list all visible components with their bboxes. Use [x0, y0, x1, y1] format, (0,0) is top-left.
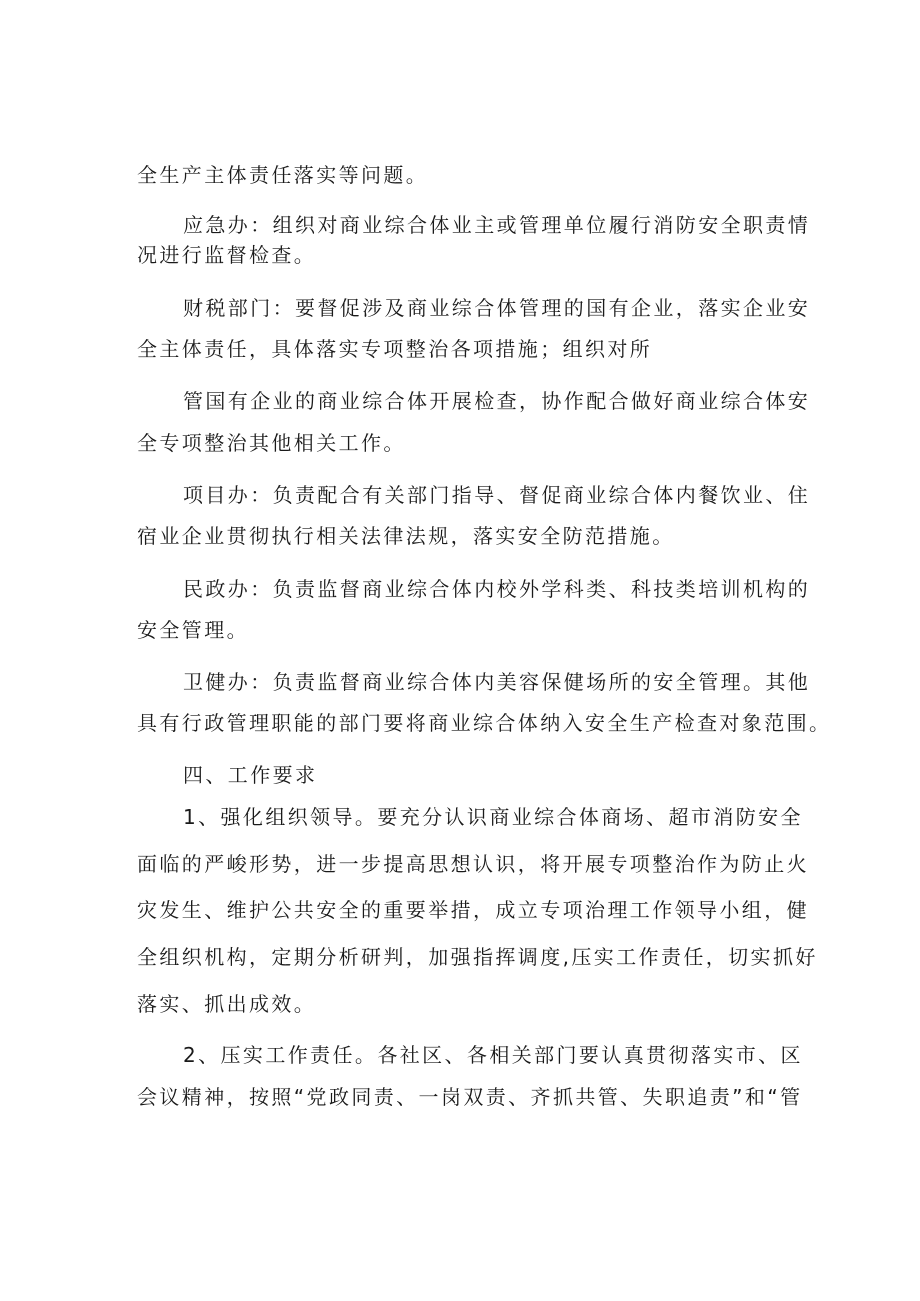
section-heading: 四、工作要求 — [183, 763, 318, 787]
text-line: 全主体责任，具体落实专项整治各项措施；组织对所 — [137, 337, 653, 361]
text-line: 会议精神，按照“党政同责、一岗双责、齐抓共管、失职追责”和“管 — [137, 1085, 803, 1109]
text-line: 全专项整治其他相关工作。 — [137, 431, 406, 455]
text-line: 灾发生、维护公共安全的重要举措，成立专项治理工作领导小组，健 — [137, 898, 809, 922]
text-line: 全组织机构，定期分析研判，加强指挥调度,压实工作责任，切实抓好 — [137, 945, 818, 969]
text-line: 安全管理。 — [137, 618, 249, 642]
text-line: 应急办：组织对商业综合体业主或管理单位履行消防安全职责情 — [183, 213, 811, 237]
text-line: 况进行监督检查。 — [137, 243, 317, 267]
text-line: 管国有企业的商业综合体开展检查，协作配合做好商业综合体安 — [183, 389, 811, 413]
text-line: 具有行政管理职能的部门要将商业综合体纳入安全生产检查对象范围。 — [137, 711, 832, 735]
text-line: 财税部门：要督促涉及商业综合体管理的国有企业，落实企业安 — [183, 296, 811, 320]
text-line: 全生产主体责任落实等问题。 — [137, 163, 429, 187]
text-line: 宿业企业贯彻执行相关法律法规，落实安全防范措施。 — [137, 524, 675, 548]
text-line: 面临的严峻形势，进一步提高思想认识，将开展专项整治作为防止火 — [137, 852, 809, 876]
text-line: 民政办：负责监督商业综合体内校外学科类、科技类培训机构的 — [183, 577, 811, 601]
text-line: 卫健办：负责监督商业综合体内美容保健场所的安全管理。其他 — [183, 670, 811, 694]
text-line: 2、压实工作责任。各社区、各相关部门要认真贯彻落实市、区 — [183, 1043, 803, 1067]
text-line: 项目办：负责配合有关部门指导、督促商业综合体内餐饮业、住 — [183, 483, 811, 507]
text-line: 落实、抓出成效。 — [137, 992, 317, 1016]
text-line: 1、强化组织领导。要充分认识商业综合体商场、超市消防安全 — [183, 805, 803, 829]
